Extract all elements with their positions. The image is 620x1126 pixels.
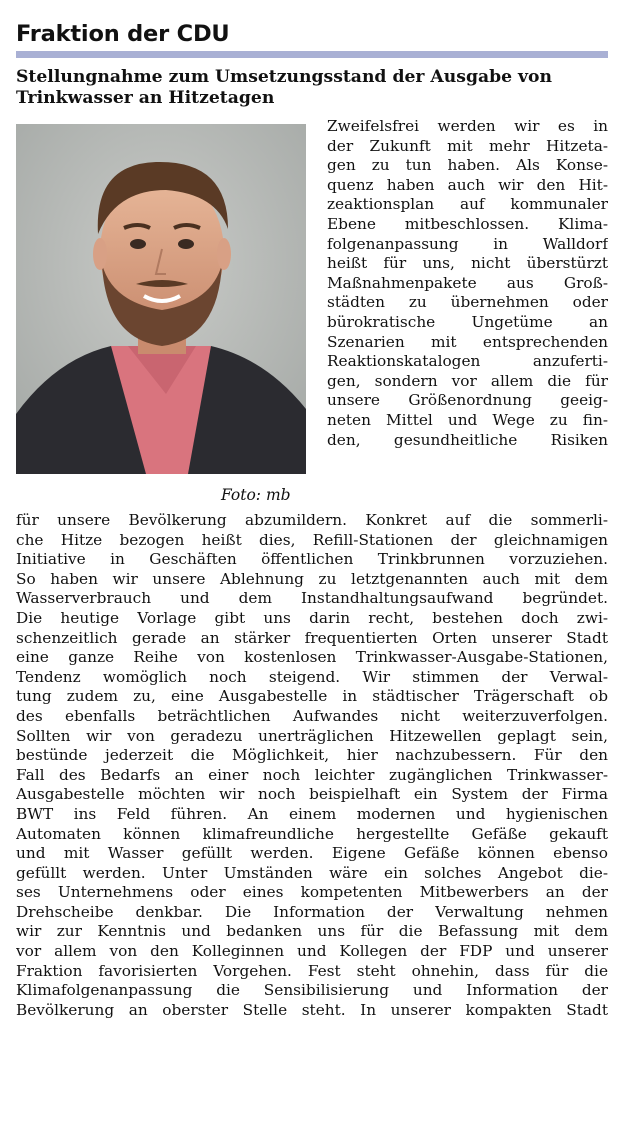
article-body-full [16,511,608,1020]
body-line: So haben wir unsere Ablehnung zu letztgenannten auch mit dem [16,569,608,588]
article-body-side [327,117,608,450]
headline-line: Stellungnahme zum Umsetzungsstand der Ausgabe von [16,67,552,87]
body-line: Ebene mitbeschlossen. Klima- [327,214,608,233]
body-line: Tendenz womöglich noch steigend. Wir stimmen der Verwal- [16,667,608,686]
body-line: für unsere Bevölkerung abzumildern. Konkret auf die sommerli- [16,511,608,529]
body-line: des ebenfalls beträchtlichen Aufwandes nicht weiterzuverfolgen. [16,706,608,725]
body-line: gefüllt werden. Unter Umständen wäre ein solches Angebot die- [16,863,608,882]
body-line: städten zu übernehmen oder [327,293,608,312]
portrait-image [16,124,306,474]
article-headline [16,67,608,109]
body-line: und mit Wasser gefüllt werden. Eigene Gefäße können ebenso [16,844,608,863]
body-line: zeaktionsplan auf kommunaler [327,195,608,214]
body-line: Wasserverbrauch und dem Instandhaltungsaufwand begründet. [16,589,608,608]
body-line: tung zudem zu, eine Ausgabestelle in städtischer Trägerschaft ob [16,687,608,706]
body-line: folgenanpassung in Walldorf [327,234,608,253]
body-line: Die heutige Vorlage gibt uns darin recht, bestehen doch zwi- [16,608,608,627]
body-line: quenz haben auch wir den Hit- [327,175,608,194]
body-line: neten Mittel und Wege zu fin- [327,410,608,429]
body-line: heißt für uns, nicht überstürzt [327,254,608,273]
body-line: bürokratische Ungetüme an [327,312,608,331]
section-title: Fraktion der CDU [16,21,230,47]
body-line: Sollten wir von geradezu unerträglichen Hitzewellen geplagt sein, [16,726,608,745]
body-line: gen, sondern vor allem die für [327,371,608,390]
title-rule [16,51,608,58]
body-line: den, gesundheitliche Risiken [327,430,608,449]
body-line: wir zur Kenntnis und bedanken uns für die Befassung mit dem [16,922,608,941]
body-line: gen zu tun haben. Als Konse- [327,156,608,175]
body-line: Maßnahmenpakete aus Groß- [327,273,608,292]
body-line: Klimafolgenanpassung die Sensibilisierung und Information der [16,981,608,1000]
headline-line: Trinkwasser an Hitzetagen [16,88,275,108]
body-line: Automaten können klimafreundliche hergestellte Gefäße gekauft [16,824,608,843]
body-line: BWT ins Feld führen. An einem modernen und hygienischen [16,804,608,823]
body-line: unsere Größenordnung geeig- [327,391,608,410]
body-line: Drehscheibe denkbar. Die Information der Verwaltung nehmen [16,902,608,921]
body-line: der Zukunft mit mehr Hitzeta- [327,136,608,155]
body-line: eine ganze Reihe von kostenlosen Trinkwasser-Ausgabe-Stationen, [16,648,608,667]
author-photo [16,124,306,474]
body-line: Zweifelsfrei werden wir es in [327,117,608,135]
body-line: Fall des Bedarfs an einer noch leichter zugänglichen Trinkwasser- [16,765,608,784]
body-line: vor allem von den Kolleginnen und Kollegen der FDP und unserer [16,942,608,961]
body-line: bestünde jederzeit die Möglichkeit, hier nachzubessern. Für den [16,746,608,765]
body-line: ses Unternehmens oder eines kompetenten Mitbewerbers an der [16,883,608,902]
body-line: che Hitze bezogen heißt dies, Refill-Stationen der gleichnamigen [16,530,608,549]
body-line: Reaktionskatalogen anzuferti- [327,352,608,371]
photo-caption: Foto: mb [221,486,291,504]
body-line: Bevölkerung an oberster Stelle steht. In unserer kompakten Stadt [16,1000,608,1019]
body-line: Fraktion favorisierten Vorgehen. Fest steht ohnehin, dass für die [16,961,608,980]
body-line: Ausgabestelle möchten wir noch beispielhaft ein System der Firma [16,785,608,804]
body-line: schenzeitlich gerade an stärker frequentierten Orten unserer Stadt [16,628,608,647]
article-page [16,0,608,1126]
body-line: Initiative in Geschäften öffentlichen Trinkbrunnen vorzuziehen. [16,550,608,569]
body-line: Szenarien mit entsprechenden [327,332,608,351]
